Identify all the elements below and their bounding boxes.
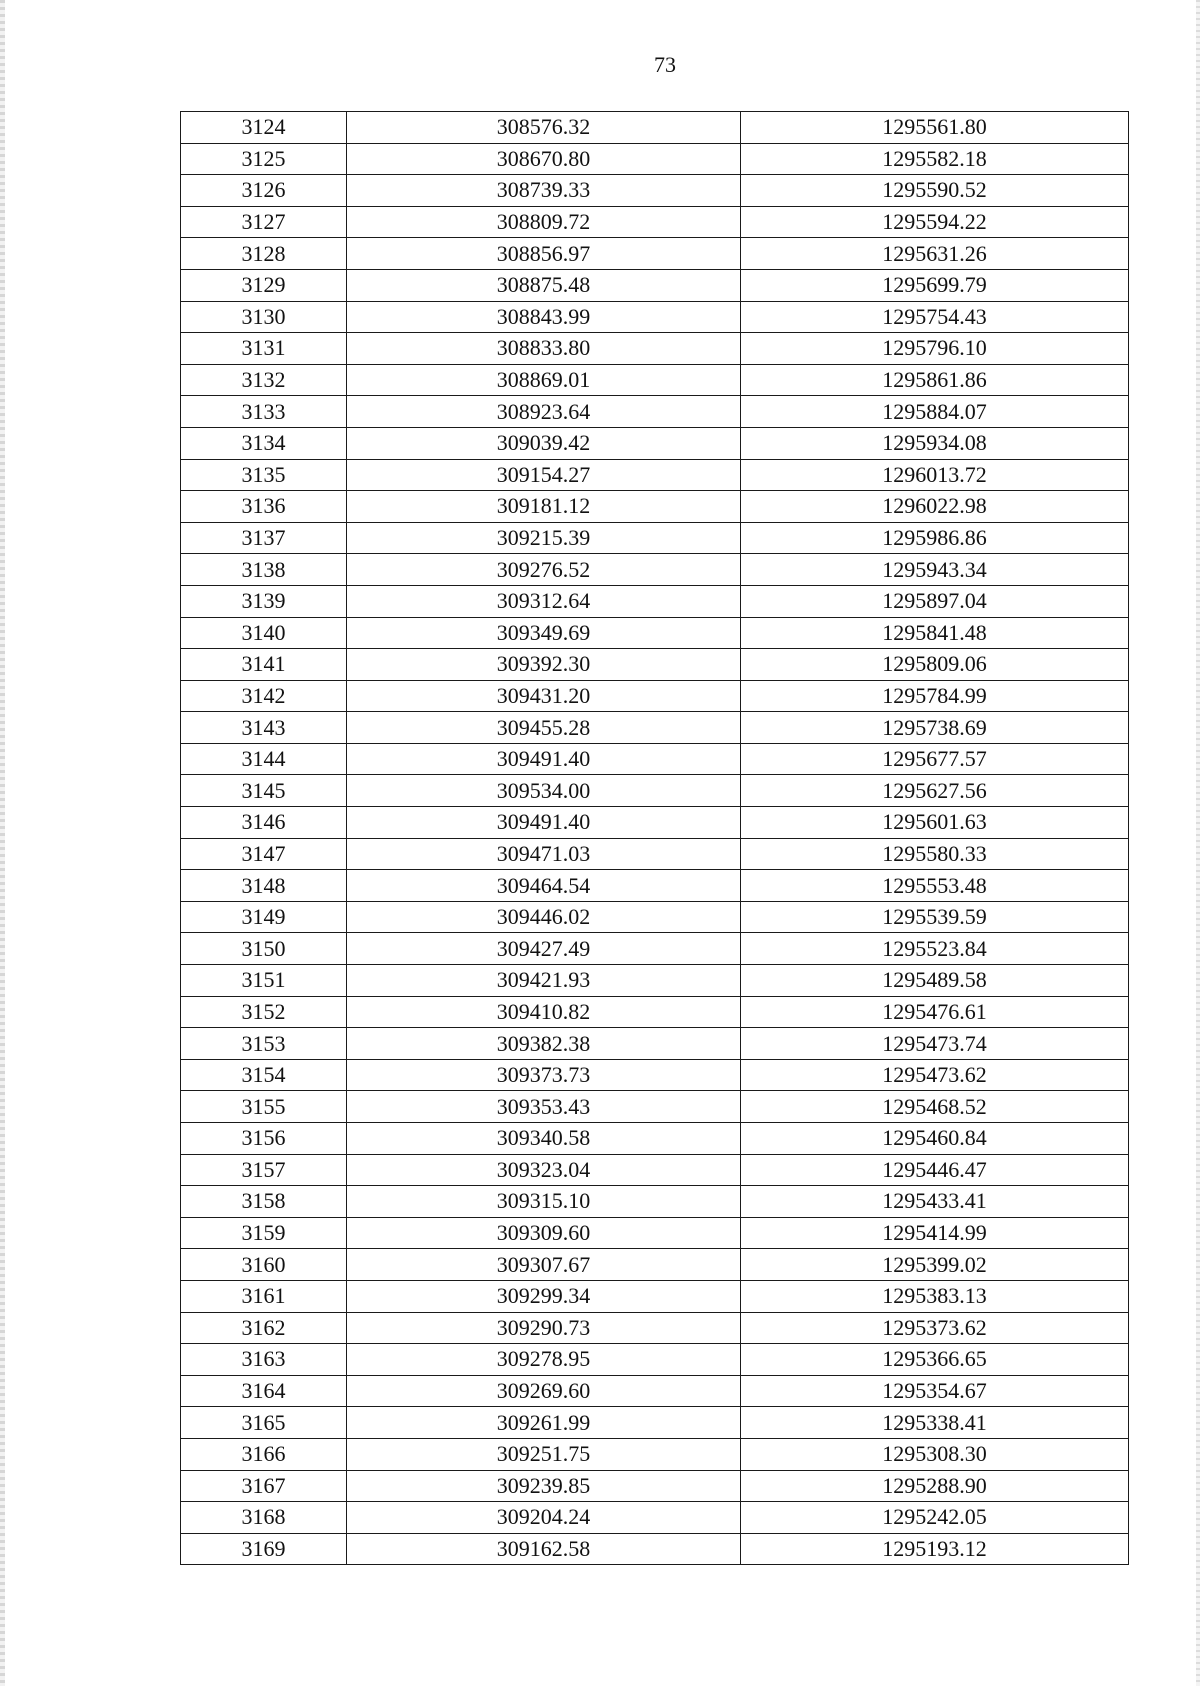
- y-coordinate-cell: 1295460.84: [741, 1123, 1129, 1155]
- table-row: [181, 1028, 1129, 1060]
- x-coordinate-cell: 309392.30: [347, 649, 741, 681]
- x-coordinate-cell: 308843.99: [347, 301, 741, 333]
- table-row: [181, 996, 1129, 1028]
- scan-edge-right: [1196, 0, 1200, 1686]
- table-row: [181, 775, 1129, 807]
- y-coordinate-cell: 1295354.67: [741, 1375, 1129, 1407]
- point-number-cell: 3165: [181, 1407, 347, 1439]
- point-number-cell: 3162: [181, 1312, 347, 1344]
- point-number-cell: 3147: [181, 838, 347, 870]
- table-row: [181, 1470, 1129, 1502]
- table-row: [181, 1375, 1129, 1407]
- table-row: [181, 1123, 1129, 1155]
- y-coordinate-cell: 1296022.98: [741, 491, 1129, 523]
- x-coordinate-cell: 309251.75: [347, 1438, 741, 1470]
- y-coordinate-cell: 1295489.58: [741, 965, 1129, 997]
- x-coordinate-cell: 308869.01: [347, 364, 741, 396]
- x-coordinate-cell: 309446.02: [347, 901, 741, 933]
- x-coordinate-cell: 309181.12: [347, 491, 741, 523]
- table-row: [181, 238, 1129, 270]
- x-coordinate-cell: 309353.43: [347, 1091, 741, 1123]
- x-coordinate-cell: 309215.39: [347, 522, 741, 554]
- table-row: [181, 901, 1129, 933]
- x-coordinate-cell: 308833.80: [347, 333, 741, 365]
- point-number-cell: 3124: [181, 112, 347, 144]
- y-coordinate-cell: 1295553.48: [741, 870, 1129, 902]
- y-coordinate-cell: 1295468.52: [741, 1091, 1129, 1123]
- x-coordinate-cell: 308923.64: [347, 396, 741, 428]
- y-coordinate-cell: 1295627.56: [741, 775, 1129, 807]
- y-coordinate-cell: 1295986.86: [741, 522, 1129, 554]
- point-number-cell: 3164: [181, 1375, 347, 1407]
- table-row: [181, 743, 1129, 775]
- x-coordinate-cell: 309431.20: [347, 680, 741, 712]
- table-row: [181, 617, 1129, 649]
- point-number-cell: 3145: [181, 775, 347, 807]
- scan-edge-left: [0, 0, 5, 1686]
- y-coordinate-cell: 1296013.72: [741, 459, 1129, 491]
- point-number-cell: 3138: [181, 554, 347, 586]
- point-number-cell: 3163: [181, 1344, 347, 1376]
- x-coordinate-cell: 308576.32: [347, 112, 741, 144]
- table-row: [181, 807, 1129, 839]
- table-row: [181, 333, 1129, 365]
- point-number-cell: 3160: [181, 1249, 347, 1281]
- y-coordinate-cell: 1295594.22: [741, 206, 1129, 238]
- point-number-cell: 3141: [181, 649, 347, 681]
- table-row: [181, 491, 1129, 523]
- table-row: [181, 1154, 1129, 1186]
- table-row: [181, 1502, 1129, 1534]
- point-number-cell: 3157: [181, 1154, 347, 1186]
- x-coordinate-cell: 309290.73: [347, 1312, 741, 1344]
- table-row: [181, 1407, 1129, 1439]
- point-number-cell: 3127: [181, 206, 347, 238]
- point-number-cell: 3130: [181, 301, 347, 333]
- table-row: [181, 1344, 1129, 1376]
- table-row: [181, 1186, 1129, 1218]
- table-row: [181, 364, 1129, 396]
- y-coordinate-cell: 1295193.12: [741, 1533, 1129, 1565]
- y-coordinate-cell: 1295590.52: [741, 175, 1129, 207]
- table-row: [181, 1312, 1129, 1344]
- x-coordinate-cell: 309373.73: [347, 1059, 741, 1091]
- y-coordinate-cell: 1295476.61: [741, 996, 1129, 1028]
- y-coordinate-cell: 1295338.41: [741, 1407, 1129, 1439]
- y-coordinate-cell: 1295601.63: [741, 807, 1129, 839]
- point-number-cell: 3153: [181, 1028, 347, 1060]
- point-number-cell: 3126: [181, 175, 347, 207]
- point-number-cell: 3168: [181, 1502, 347, 1534]
- x-coordinate-cell: 309154.27: [347, 459, 741, 491]
- point-number-cell: 3152: [181, 996, 347, 1028]
- point-number-cell: 3125: [181, 143, 347, 175]
- x-coordinate-cell: 309471.03: [347, 838, 741, 870]
- x-coordinate-cell: 309491.40: [347, 807, 741, 839]
- y-coordinate-cell: 1295897.04: [741, 585, 1129, 617]
- y-coordinate-cell: 1295383.13: [741, 1280, 1129, 1312]
- y-coordinate-cell: 1295699.79: [741, 269, 1129, 301]
- x-coordinate-cell: 308670.80: [347, 143, 741, 175]
- x-coordinate-cell: 309340.58: [347, 1123, 741, 1155]
- page-number: 73: [654, 52, 676, 77]
- x-coordinate-cell: 309307.67: [347, 1249, 741, 1281]
- x-coordinate-cell: 309410.82: [347, 996, 741, 1028]
- y-coordinate-cell: 1295884.07: [741, 396, 1129, 428]
- table-row: [181, 838, 1129, 870]
- point-number-cell: 3135: [181, 459, 347, 491]
- y-coordinate-cell: 1295738.69: [741, 712, 1129, 744]
- x-coordinate-cell: 309315.10: [347, 1186, 741, 1218]
- x-coordinate-cell: 308739.33: [347, 175, 741, 207]
- y-coordinate-cell: 1295677.57: [741, 743, 1129, 775]
- point-number-cell: 3151: [181, 965, 347, 997]
- x-coordinate-cell: 308809.72: [347, 206, 741, 238]
- point-number-cell: 3154: [181, 1059, 347, 1091]
- table-row: [181, 427, 1129, 459]
- point-number-cell: 3146: [181, 807, 347, 839]
- point-number-cell: 3167: [181, 1470, 347, 1502]
- table-row: [181, 175, 1129, 207]
- coordinate-table: [180, 111, 1129, 1565]
- table-row: [181, 522, 1129, 554]
- table-row: [181, 459, 1129, 491]
- table-row: [181, 554, 1129, 586]
- x-coordinate-cell: 309309.60: [347, 1217, 741, 1249]
- point-number-cell: 3136: [181, 491, 347, 523]
- x-coordinate-cell: 309269.60: [347, 1375, 741, 1407]
- point-number-cell: 3166: [181, 1438, 347, 1470]
- x-coordinate-cell: 308875.48: [347, 269, 741, 301]
- y-coordinate-cell: 1295539.59: [741, 901, 1129, 933]
- table-row: [181, 585, 1129, 617]
- y-coordinate-cell: 1295414.99: [741, 1217, 1129, 1249]
- x-coordinate-cell: 309204.24: [347, 1502, 741, 1534]
- y-coordinate-cell: 1295754.43: [741, 301, 1129, 333]
- x-coordinate-cell: 309382.38: [347, 1028, 741, 1060]
- point-number-cell: 3150: [181, 933, 347, 965]
- y-coordinate-cell: 1295796.10: [741, 333, 1129, 365]
- point-number-cell: 3143: [181, 712, 347, 744]
- table-row: [181, 269, 1129, 301]
- y-coordinate-cell: 1295523.84: [741, 933, 1129, 965]
- point-number-cell: 3144: [181, 743, 347, 775]
- point-number-cell: 3139: [181, 585, 347, 617]
- y-coordinate-cell: 1295433.41: [741, 1186, 1129, 1218]
- point-number-cell: 3158: [181, 1186, 347, 1218]
- x-coordinate-cell: 309421.93: [347, 965, 741, 997]
- y-coordinate-cell: 1295943.34: [741, 554, 1129, 586]
- point-number-cell: 3148: [181, 870, 347, 902]
- x-coordinate-cell: 309464.54: [347, 870, 741, 902]
- y-coordinate-cell: 1295580.33: [741, 838, 1129, 870]
- point-number-cell: 3169: [181, 1533, 347, 1565]
- y-coordinate-cell: 1295809.06: [741, 649, 1129, 681]
- x-coordinate-cell: 309162.58: [347, 1533, 741, 1565]
- coordinate-table-body: [181, 112, 1129, 1565]
- x-coordinate-cell: 309299.34: [347, 1280, 741, 1312]
- table-row: [181, 933, 1129, 965]
- table-row: [181, 1091, 1129, 1123]
- x-coordinate-cell: 309427.49: [347, 933, 741, 965]
- y-coordinate-cell: 1295399.02: [741, 1249, 1129, 1281]
- y-coordinate-cell: 1295366.65: [741, 1344, 1129, 1376]
- table-row: [181, 870, 1129, 902]
- table-row: [181, 1249, 1129, 1281]
- y-coordinate-cell: 1295582.18: [741, 143, 1129, 175]
- table-row: [181, 965, 1129, 997]
- x-coordinate-cell: 308856.97: [347, 238, 741, 270]
- point-number-cell: 3161: [181, 1280, 347, 1312]
- x-coordinate-cell: 309455.28: [347, 712, 741, 744]
- y-coordinate-cell: 1295934.08: [741, 427, 1129, 459]
- y-coordinate-cell: 1295242.05: [741, 1502, 1129, 1534]
- point-number-cell: 3159: [181, 1217, 347, 1249]
- y-coordinate-cell: 1295308.30: [741, 1438, 1129, 1470]
- x-coordinate-cell: 309276.52: [347, 554, 741, 586]
- y-coordinate-cell: 1295631.26: [741, 238, 1129, 270]
- table-row: [181, 1280, 1129, 1312]
- point-number-cell: 3133: [181, 396, 347, 428]
- x-coordinate-cell: 309239.85: [347, 1470, 741, 1502]
- table-row: [181, 1059, 1129, 1091]
- y-coordinate-cell: 1295561.80: [741, 112, 1129, 144]
- x-coordinate-cell: 309349.69: [347, 617, 741, 649]
- y-coordinate-cell: 1295373.62: [741, 1312, 1129, 1344]
- table-row: [181, 206, 1129, 238]
- x-coordinate-cell: 309491.40: [347, 743, 741, 775]
- table-row: [181, 649, 1129, 681]
- x-coordinate-cell: 309534.00: [347, 775, 741, 807]
- point-number-cell: 3140: [181, 617, 347, 649]
- y-coordinate-cell: 1295784.99: [741, 680, 1129, 712]
- y-coordinate-cell: 1295446.47: [741, 1154, 1129, 1186]
- table-row: [181, 396, 1129, 428]
- point-number-cell: 3142: [181, 680, 347, 712]
- table-row: [181, 301, 1129, 333]
- point-number-cell: 3156: [181, 1123, 347, 1155]
- point-number-cell: 3129: [181, 269, 347, 301]
- point-number-cell: 3149: [181, 901, 347, 933]
- point-number-cell: 3155: [181, 1091, 347, 1123]
- table-row: [181, 680, 1129, 712]
- y-coordinate-cell: 1295288.90: [741, 1470, 1129, 1502]
- y-coordinate-cell: 1295473.62: [741, 1059, 1129, 1091]
- y-coordinate-cell: 1295861.86: [741, 364, 1129, 396]
- table-row: [181, 1217, 1129, 1249]
- point-number-cell: 3128: [181, 238, 347, 270]
- point-number-cell: 3137: [181, 522, 347, 554]
- y-coordinate-cell: 1295473.74: [741, 1028, 1129, 1060]
- x-coordinate-cell: 309278.95: [347, 1344, 741, 1376]
- table-row: [181, 1533, 1129, 1565]
- table-row: [181, 1438, 1129, 1470]
- point-number-cell: 3131: [181, 333, 347, 365]
- x-coordinate-cell: 309312.64: [347, 585, 741, 617]
- point-number-cell: 3132: [181, 364, 347, 396]
- point-number-cell: 3134: [181, 427, 347, 459]
- x-coordinate-cell: 309039.42: [347, 427, 741, 459]
- x-coordinate-cell: 309323.04: [347, 1154, 741, 1186]
- table-row: [181, 712, 1129, 744]
- y-coordinate-cell: 1295841.48: [741, 617, 1129, 649]
- table-row: [181, 143, 1129, 175]
- table-row: [181, 112, 1129, 144]
- x-coordinate-cell: 309261.99: [347, 1407, 741, 1439]
